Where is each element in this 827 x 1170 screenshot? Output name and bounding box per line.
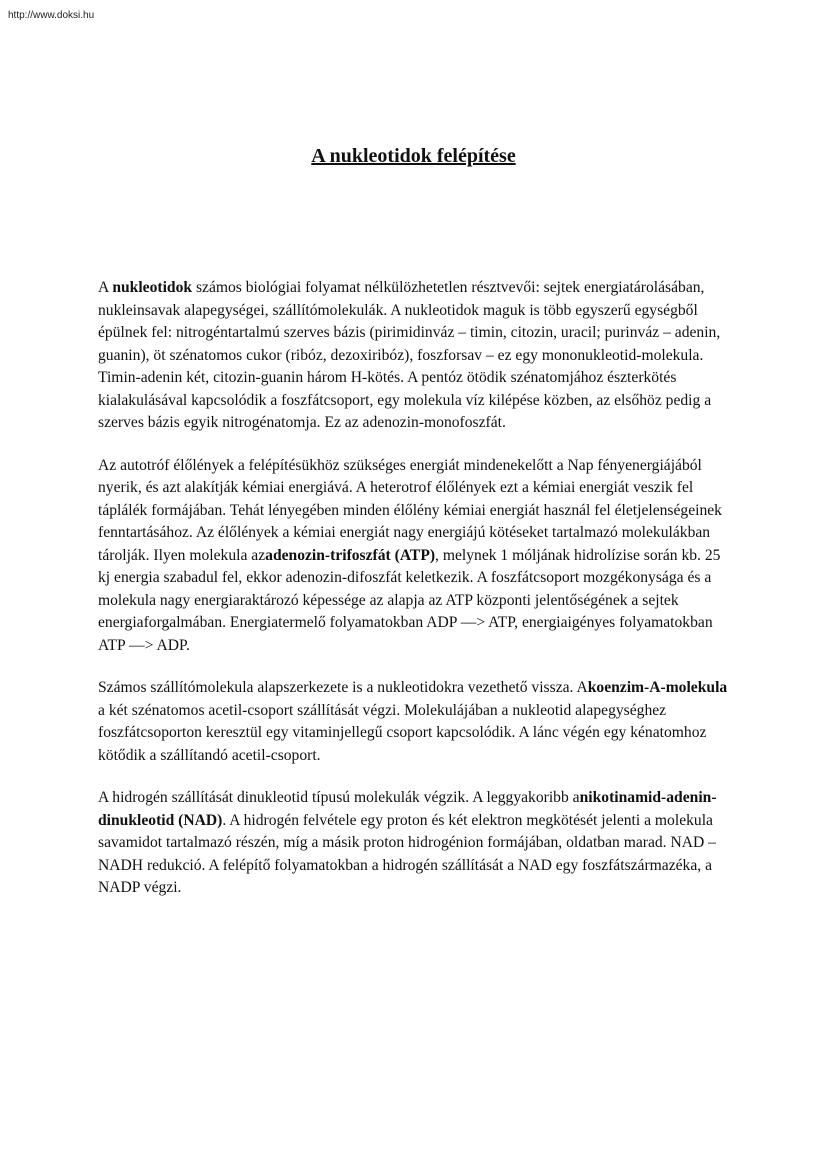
p3-text-2: a két szénatomos acetil-csoport szállítását végzi. Molekulájában a nukleotid alapegységhez foszfátcsoporton keresztül egy vitaminjellegű csoport kapcsolódik. A lánc végén egy kénatomhoz kötődik a szállítandó acetil-csoport. (98, 701, 707, 764)
paragraph-1 (98, 277, 734, 435)
document-body (98, 277, 734, 920)
p3-text-1: Számos szállítómolekula alapszerkezete is a nukleotidokra vezethető vissza. A (98, 679, 588, 696)
p1-text-2: számos biológiai folyamat nélkülözhetetlen résztvevői: sejtek energiatárolásában, nukleinsavak alapegységei, szállítómolekulák. A nukleotidok maguk is több egyszerű egységből épülnek fel: nitrogéntartalmú szerves bázis (pirimidinváz – timin, citozin, uracil; purinváz – adenin, guanin), öt szénatomos cukor (ribóz, dezoxiribóz), foszforsav – ez egy mononukleotid-molekula. Timin-adenin két, citozin-guanin három H-kötés. A pentóz ötödik szénatomjához észterkötés kialakulásával kapcsolódik a foszfátcsoport, egy molekula víz kilépése közben, az elsőhöz pedig a szerves bázis egyik nitrogénatomja. Ez az adenozin-monofoszfát. (98, 279, 721, 431)
p1-text-1: A (98, 279, 113, 296)
p2-text-2: , melynek 1 móljának hidrolízise során kb. 25 kj energia szabadul fel, ekkor adenozin-difoszfát keletkezik. A foszfátcsoport mozgékonysága és a molekula nagy energiaraktározó képessége az alapja az ATP központi jelentőségének a sejtek energiaforgalmában. Energiatermelő folyamatokban ADP —> ATP, energiaigényes folyamatokban ATP —> ADP. (98, 546, 721, 654)
p4-bold-term: nikotinamid-adenin-dinukleotid (NAD) (98, 789, 717, 829)
p4-text-2: . A hidrogén felvétele egy proton és két elektron megkötését jelenti a molekula savamidot tartalmazó részén, míg a másik proton hidrogénion formájában, oldatban marad. NAD – NADH redukció. A felépítő folyamatokban a hidrogén szállítását a NAD egy foszfátszármazéka, a NADP végzi. (98, 811, 716, 896)
p2-text-1: Az autotróf élőlények a felépítésükhöz szükséges energiát mindenekelőtt a Nap fényenergiájából nyerik, és azt alakítják kémiai energiává. A heterotrof élőlények ezt a kémiai energiát veszik fel táplálék formájában. Tehát lényegében minden élőlény kémiai energiát használ fel életjelenségeinek fenntartásához. Az élőlények a kémiai energiát nagy energiájú kötéseket tartalmazó molekulákban tárolják. Ilyen molekula az (98, 456, 722, 564)
source-url: http://www.doksi.hu (8, 10, 95, 21)
p1-bold-term: nukleotidok (112, 279, 193, 296)
document-title: A nukleotidok felépítése (311, 145, 516, 167)
p2-bold-term: adenozin-trifoszfát (ATP) (265, 546, 436, 564)
p3-bold-term: koenzim-A-molekula (587, 679, 728, 696)
paragraph-4 (98, 787, 734, 900)
paragraph-3 (98, 677, 734, 767)
p4-text-1: A hidrogén szállítását dinukleotid típusú molekulák végzik. A leggyakoribb a (98, 789, 580, 806)
paragraph-2 (98, 455, 734, 658)
